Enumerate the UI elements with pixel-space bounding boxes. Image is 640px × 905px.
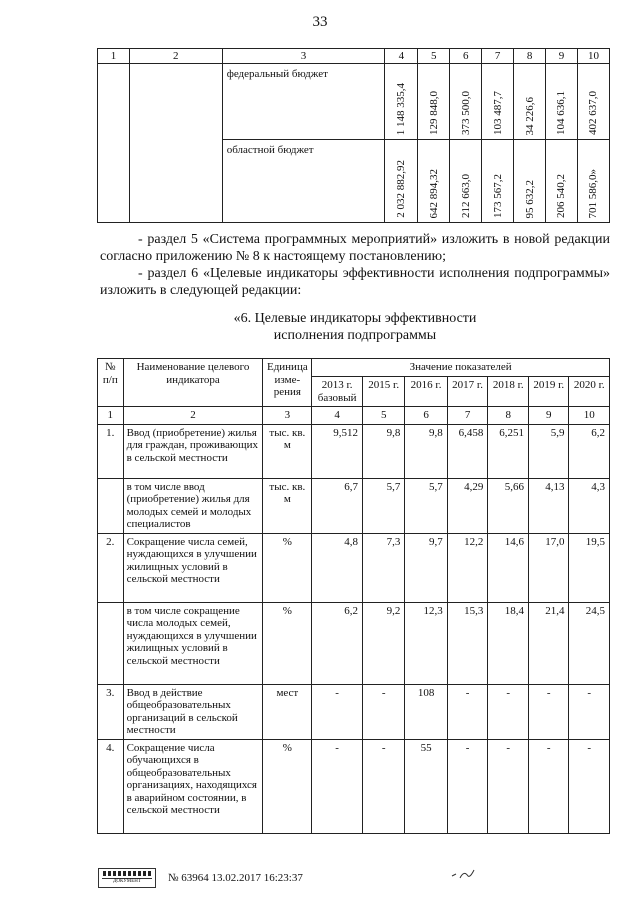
col-header: 9 <box>546 49 578 64</box>
col-header: 8 <box>514 49 546 64</box>
indicator-value: 4,13 <box>529 478 569 533</box>
value-cell <box>514 140 546 223</box>
indicator-value: 4,8 <box>312 533 363 602</box>
indicator-unit: мест <box>263 684 312 739</box>
row-label: областной бюджет <box>222 140 385 223</box>
table-row <box>98 739 610 833</box>
indicator-value: - <box>312 739 363 833</box>
header-name: Наименование целевого индикатора <box>123 359 263 407</box>
document-logo-icon <box>98 868 156 888</box>
indicator-unit: тыс. кв. м <box>263 478 312 533</box>
col-header: 6 <box>450 49 482 64</box>
indicator-value: 24,5 <box>569 602 610 684</box>
indicator-value: 5,9 <box>529 424 569 478</box>
value-cell <box>418 64 450 140</box>
indicator-value: 7,3 <box>363 533 405 602</box>
indicator-value: 6,2 <box>569 424 610 478</box>
indicator-name: Ввод (приобретение) жилья для граждан, проживающих в сельской местности <box>123 424 263 478</box>
year-header: 2017 г. <box>447 377 488 407</box>
indicator-value: 9,2 <box>363 602 405 684</box>
indicator-value: - <box>488 739 529 833</box>
indicator-value: 9,8 <box>363 424 405 478</box>
value-cell <box>385 140 418 223</box>
indicator-value: - <box>447 684 488 739</box>
col-number: 10 <box>569 407 610 425</box>
indicator-value: 108 <box>405 684 447 739</box>
year-header: 2013 г. базовый <box>312 377 363 407</box>
value-cell <box>482 64 514 140</box>
table-row <box>98 424 610 478</box>
paragraph-text: - раздел 6 «Целевые индикаторы эффективности исполнения подпрограммы» изложить в следующей редакции: <box>100 266 610 298</box>
funding-table <box>97 48 610 223</box>
indicator-name: Сокращение числа семей, нуждающихся в улучшении жилищных условий в сельской местности <box>123 533 263 602</box>
value-cell <box>577 64 609 140</box>
col-header: 3 <box>222 49 385 64</box>
table-row <box>98 64 610 140</box>
table-row <box>98 602 610 684</box>
value: 373 500,0 <box>459 91 472 135</box>
value: 173 567,2 <box>491 174 504 218</box>
year-header: 2015 г. <box>363 377 405 407</box>
indicator-value: - <box>529 684 569 739</box>
indicator-value: - <box>312 684 363 739</box>
year-header: 2019 г. <box>529 377 569 407</box>
indicator-value: 9,512 <box>312 424 363 478</box>
row-number: 3. <box>98 684 124 739</box>
indicator-value: 21,4 <box>529 602 569 684</box>
indicator-value: 12,3 <box>405 602 447 684</box>
indicator-value: - <box>447 739 488 833</box>
value: 402 637,0 <box>587 91 600 135</box>
col-number: 8 <box>488 407 529 425</box>
table-row <box>98 478 610 533</box>
paragraph-section-5 <box>100 231 610 265</box>
col-header: 2 <box>129 49 222 64</box>
row-number: 4. <box>98 739 124 833</box>
indicators-table <box>97 358 610 834</box>
col-number: 6 <box>405 407 447 425</box>
col-header: 1 <box>98 49 130 64</box>
handwritten-mark-icon <box>450 866 480 884</box>
document-registration: № 63964 13.02.2017 16:23:37 <box>168 872 303 884</box>
paragraph-section-6 <box>100 265 610 299</box>
indicator-name: в том числе ввод (приобретение) жилья для молодых семей и молодых специалистов <box>123 478 263 533</box>
empty-cell <box>129 64 222 223</box>
row-number: 1. <box>98 424 124 478</box>
indicator-value: - <box>569 739 610 833</box>
col-number: 2 <box>123 407 263 425</box>
col-header: 4 <box>385 49 418 64</box>
indicator-value: 6,458 <box>447 424 488 478</box>
paragraph-text: - раздел 5 «Система программных мероприятий» изложить в новой редакции согласно приложению № 8 к настоящему постановлению; <box>100 232 610 264</box>
section-title-line1: «6. Целевые индикаторы эффективности <box>233 311 477 326</box>
value: 642 894,32 <box>427 168 440 218</box>
empty-cell <box>98 64 130 223</box>
indicator-value: 6,2 <box>312 602 363 684</box>
indicator-value: 5,7 <box>405 478 447 533</box>
value-cell <box>514 64 546 140</box>
value-cell <box>482 140 514 223</box>
indicator-value: 5,7 <box>363 478 405 533</box>
row-label: федеральный бюджет <box>222 64 385 140</box>
value-cell <box>450 64 482 140</box>
section-title-line2: исполнения подпрограммы <box>273 328 437 343</box>
value-cell <box>546 140 578 223</box>
indicator-value: 17,0 <box>529 533 569 602</box>
value-cell <box>546 64 578 140</box>
indicator-value: - <box>363 739 405 833</box>
column-numbers-row <box>98 407 610 425</box>
value-cell <box>385 64 418 140</box>
header-values: Значение показателей <box>312 359 610 377</box>
page-number: 33 <box>312 14 328 30</box>
indicator-unit: % <box>263 739 312 833</box>
row-number <box>98 478 124 533</box>
header-unit: Единица изме-рения <box>263 359 312 407</box>
value: 1 148 335,4 <box>395 82 408 135</box>
indicator-name: Ввод в действие общеобразовательных организаций в сельской местности <box>123 684 263 739</box>
indicator-value: 6,251 <box>488 424 529 478</box>
year-header: 2016 г. <box>405 377 447 407</box>
indicator-value: 9,7 <box>405 533 447 602</box>
indicator-value: - <box>363 684 405 739</box>
logo-text: ДОКУМЕНТ <box>113 879 141 884</box>
indicator-value: 4,3 <box>569 478 610 533</box>
year-header: 2020 г. <box>569 377 610 407</box>
row-number: 2. <box>98 533 124 602</box>
value-cell <box>450 140 482 223</box>
footer <box>98 868 303 888</box>
value: 129 848,0 <box>427 91 440 135</box>
col-header: 7 <box>482 49 514 64</box>
indicator-value: 4,29 <box>447 478 488 533</box>
table-row <box>98 533 610 602</box>
col-number: 4 <box>312 407 363 425</box>
value: 701 586,0» <box>587 168 600 218</box>
value-cell <box>577 140 609 223</box>
value: 34 226,6 <box>523 96 536 135</box>
col-number: 3 <box>263 407 312 425</box>
value: 104 636,1 <box>555 91 568 135</box>
value-cell <box>418 140 450 223</box>
year-header: 2018 г. <box>488 377 529 407</box>
value: 2 032 882,92 <box>395 160 408 218</box>
indicator-value: 18,4 <box>488 602 529 684</box>
indicator-value: - <box>488 684 529 739</box>
table-header-row <box>98 359 610 377</box>
indicator-value: - <box>529 739 569 833</box>
indicator-unit: тыс. кв. м <box>263 424 312 478</box>
indicator-value: 19,5 <box>569 533 610 602</box>
table-row <box>98 684 610 739</box>
value: 212 663,0 <box>459 174 472 218</box>
row-number <box>98 602 124 684</box>
indicator-value: 15,3 <box>447 602 488 684</box>
indicator-value: - <box>569 684 610 739</box>
value: 103 487,7 <box>491 91 504 135</box>
indicator-value: 9,8 <box>405 424 447 478</box>
col-number: 7 <box>447 407 488 425</box>
col-header: 10 <box>577 49 609 64</box>
indicator-value: 12,2 <box>447 533 488 602</box>
col-number: 1 <box>98 407 124 425</box>
indicator-unit: % <box>263 602 312 684</box>
indicator-unit: % <box>263 533 312 602</box>
indicator-value: 55 <box>405 739 447 833</box>
indicator-name: Сокращение числа обучающихся в общеобразовательных организациях, находящихся в аварийном состоянии, в сельской местности <box>123 739 263 833</box>
value: 95 632,2 <box>523 179 536 218</box>
indicator-value: 6,7 <box>312 478 363 533</box>
indicator-value: 5,66 <box>488 478 529 533</box>
col-header: 5 <box>418 49 450 64</box>
col-number: 5 <box>363 407 405 425</box>
indicator-name: в том числе сокращение числа молодых семей, нуждающихся в улучшении жилищных условий в сельской местности <box>123 602 263 684</box>
funding-table-header <box>98 49 610 64</box>
header-num: № п/п <box>98 359 124 407</box>
value: 206 540,2 <box>555 174 568 218</box>
col-number: 9 <box>529 407 569 425</box>
indicator-value: 14,6 <box>488 533 529 602</box>
